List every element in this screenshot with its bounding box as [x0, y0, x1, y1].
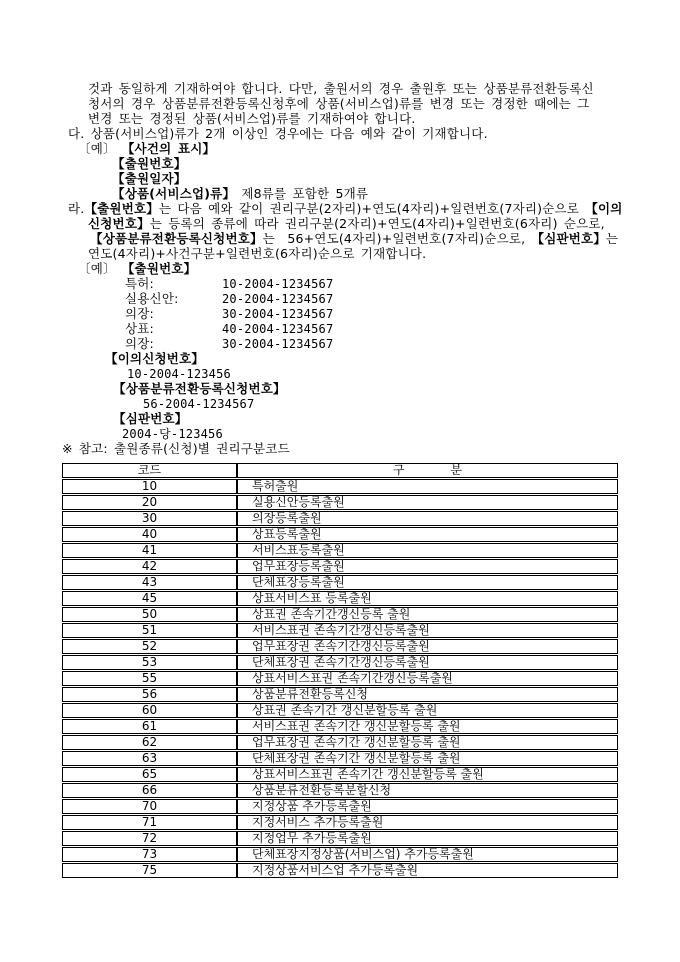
text-line — [0, 141, 680, 156]
category-cell: 서비스표등록출원 — [237, 543, 618, 558]
text-segment: 【상품분류전환등록신청번호】 — [113, 381, 286, 396]
table-row — [62, 543, 618, 558]
text-line — [0, 231, 680, 246]
code-cell: 65 — [62, 767, 237, 782]
category-cell: 단체표장지정상품(서비스업) 추가등록출원 — [237, 847, 618, 862]
text-line — [0, 381, 680, 396]
table-row — [62, 479, 618, 494]
table-row — [62, 495, 618, 510]
text-segment: 【출원번호】 — [84, 201, 159, 216]
text-segment: 실용신안: — [125, 291, 179, 306]
text-segment: 【심판번호】 — [531, 231, 607, 246]
text-line — [0, 276, 680, 291]
category-cell: 상품분류전환등록신청 — [237, 687, 618, 702]
code-cell: 55 — [62, 671, 237, 686]
code-cell: 71 — [62, 815, 237, 830]
text-line — [0, 156, 680, 171]
table-row — [62, 639, 618, 654]
code-cell: 66 — [62, 783, 237, 798]
text-line — [0, 111, 680, 126]
code-cell: 52 — [62, 639, 237, 654]
table-row — [62, 799, 618, 814]
category-cell: 상표서비스표권 존속기간갱신등록출원 — [237, 671, 618, 686]
text-segment: 〔예〕 — [78, 141, 122, 156]
text-line — [0, 321, 680, 336]
text-segment: 【상품분류전환등록신청번호】 — [90, 231, 263, 246]
table-row — [62, 591, 618, 606]
text-segment: 는 다음 예와 같이 권리구분(2자리)+연도(4자리)+일련번호(7자리)순으로 — [158, 201, 586, 216]
text-segment: 는 — [606, 231, 619, 246]
text-line — [0, 216, 680, 231]
text-segment: 30-2004-1234567 — [222, 337, 334, 351]
table-row — [62, 527, 618, 542]
table-row — [62, 559, 618, 574]
category-cell: 업무표장등록출원 — [237, 559, 618, 574]
category-cell: 상표권 존속기간 갱신분할등록 출원 — [237, 703, 618, 718]
category-cell: 상표서비스표 등록출원 — [237, 591, 618, 606]
text-segment: 신청번호】 — [88, 216, 150, 231]
table-row — [62, 767, 618, 782]
table-row — [62, 623, 618, 638]
category-cell: 지정상품 추가등록출원 — [237, 799, 618, 814]
text-segment: 제8류를 포함한 5개류 — [235, 186, 369, 201]
text-line — [0, 426, 680, 441]
text-line — [0, 366, 680, 381]
code-cell: 50 — [62, 607, 237, 622]
text-segment: 청서의 경우 상품분류전환등록신청후에 상품(서비스업)류를 변경 또는 경정한 때에는 그 — [88, 96, 590, 111]
text-segment: 40-2004-1234567 — [222, 322, 334, 336]
text-line — [0, 306, 680, 321]
text-segment: 의장: — [125, 306, 154, 321]
text-segment: 의장: — [125, 336, 154, 351]
text-segment: 특허: — [125, 276, 154, 291]
code-cell: 10 — [62, 479, 237, 494]
table-row — [62, 687, 618, 702]
text-segment: 【사건의 표시】 — [121, 141, 216, 156]
text-segment: 라. — [68, 201, 85, 216]
category-cell: 의장등록출원 — [237, 511, 618, 526]
text-segment: 는 등록의 종류에 따라 권리구분(2자리)+연도(4자리)+일련번호(6자리) 순으로, — [149, 216, 605, 231]
table-row — [62, 511, 618, 526]
table-row — [62, 735, 618, 750]
category-cell: 업무표장권 존속기간갱신등록출원 — [237, 639, 618, 654]
text-segment: 것과 동일하게 기재하여야 합니다. 다만, 출원서의 경우 출원후 또는 상품분류전환등록신 — [88, 81, 594, 96]
text-segment: 【상품(서비스업)류】 — [112, 186, 236, 201]
text-line — [0, 351, 680, 366]
text-segment: 【심판번호】 — [113, 411, 188, 426]
text-segment: 【출원번호】 — [121, 261, 197, 276]
header-code-cell: 코드 — [62, 463, 237, 478]
code-cell: 20 — [62, 495, 237, 510]
text-segment: 56-2004-1234567 — [143, 397, 255, 411]
category-cell: 서비스표권 존속기간 갱신분할등록 출원 — [237, 719, 618, 734]
header-category-cell: 구 분 — [237, 463, 618, 478]
text-line — [0, 261, 680, 276]
text-segment: 다. 상품(서비스업)류가 2개 이상인 경우에는 다음 예와 같이 기재합니다. — [68, 126, 488, 141]
table-header-row — [62, 463, 618, 478]
text-segment: 는 56+연도(4자리)+일련번호(7자리)순으로, — [262, 231, 532, 246]
code-cell: 45 — [62, 591, 237, 606]
code-cell: 56 — [62, 687, 237, 702]
text-segment: 【출원번호】 — [112, 156, 187, 171]
code-cell: 41 — [62, 543, 237, 558]
text-line — [0, 171, 680, 186]
text-segment: 10-2004-1234567 — [222, 277, 334, 291]
table-row — [62, 575, 618, 590]
text-segment: 상표: — [125, 321, 154, 336]
text-segment: 〔예〕 — [78, 261, 122, 276]
category-cell: 단체표장등록출원 — [237, 575, 618, 590]
category-cell: 상표권 존속기간갱신등록 출원 — [237, 607, 618, 622]
document-text — [0, 81, 680, 456]
code-cell: 30 — [62, 511, 237, 526]
category-cell: 실용신안등록출원 — [237, 495, 618, 510]
text-line — [0, 396, 680, 411]
category-cell: 지정서비스 추가등록출원 — [237, 815, 618, 830]
category-cell: 서비스표권 존속기간갱신등록출원 — [237, 623, 618, 638]
code-cell: 51 — [62, 623, 237, 638]
text-line — [0, 246, 680, 261]
table-row — [62, 815, 618, 830]
category-cell: 단체표장권 존속기간갱신등록출원 — [237, 655, 618, 670]
code-cell: 72 — [62, 831, 237, 846]
text-segment: 연도(4자리)+사건구분+일련번호(6자리)순으로 기재합니다. — [88, 246, 427, 261]
text-segment: 【출원일자】 — [112, 171, 187, 186]
table-row — [62, 847, 618, 862]
text-segment: ※ 참고: 출원종류(신청)별 권리구분코드 — [62, 441, 290, 456]
text-segment: 30-2004-1234567 — [222, 307, 334, 321]
text-line — [0, 201, 680, 216]
code-cell: 43 — [62, 575, 237, 590]
rights-code-table — [62, 462, 618, 879]
text-line — [0, 81, 680, 96]
code-cell: 70 — [62, 799, 237, 814]
table-row — [62, 751, 618, 766]
code-cell: 73 — [62, 847, 237, 862]
text-segment: 10-2004-123456 — [127, 367, 231, 381]
table-row — [62, 783, 618, 798]
text-segment: 20-2004-1234567 — [222, 292, 334, 306]
table-row — [62, 863, 618, 878]
code-cell: 60 — [62, 703, 237, 718]
category-cell: 상품분류전환등록분할신청 — [237, 783, 618, 798]
category-cell: 상표등록출원 — [237, 527, 618, 542]
text-segment: 【이의신청번호】 — [105, 351, 205, 366]
text-line — [0, 336, 680, 351]
table-row — [62, 671, 618, 686]
text-line — [0, 411, 680, 426]
category-cell: 상표서비스표권 존속기간 갱신분할등록 출원 — [237, 767, 618, 782]
code-cell: 53 — [62, 655, 237, 670]
table-row — [62, 607, 618, 622]
code-cell: 62 — [62, 735, 237, 750]
text-segment: 【이의 — [585, 201, 623, 216]
table-row — [62, 719, 618, 734]
text-line — [0, 96, 680, 111]
text-line — [0, 441, 680, 456]
code-cell: 61 — [62, 719, 237, 734]
code-cell: 75 — [62, 863, 237, 878]
text-line — [0, 126, 680, 141]
table-row — [62, 655, 618, 670]
code-cell: 42 — [62, 559, 237, 574]
category-cell: 업무표장권 존속기간 갱신분할등록 출원 — [237, 735, 618, 750]
table-row — [62, 831, 618, 846]
text-line — [0, 291, 680, 306]
category-cell: 단체표장권 존속기간 갱신분할등록 출원 — [237, 751, 618, 766]
table-row — [62, 703, 618, 718]
text-segment: 2004-당-123456 — [122, 427, 223, 441]
category-cell: 지정상품서비스업 추가등록출원 — [237, 863, 618, 878]
text-segment: 변경 또는 경정된 상품(서비스업)류를 기재하여야 합니다. — [88, 111, 416, 126]
category-cell: 특허출원 — [237, 479, 618, 494]
text-line — [0, 186, 680, 201]
code-cell: 63 — [62, 751, 237, 766]
code-cell: 40 — [62, 527, 237, 542]
category-cell: 지정업무 추가등록출원 — [237, 831, 618, 846]
